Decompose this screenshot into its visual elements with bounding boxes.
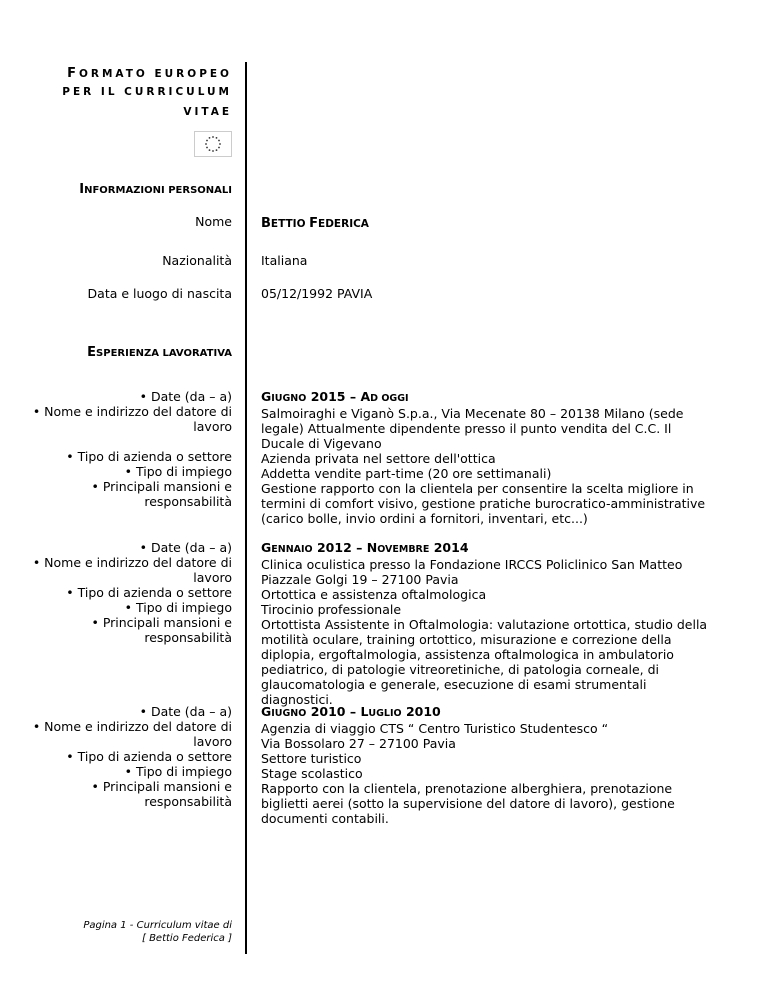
label-birth: Data e luogo di nascita — [87, 286, 232, 301]
job3-employer: Agenzia di viaggio CTS “ Centro Turistico Studentesco “ — [261, 721, 609, 736]
section-personal-info: INFORMAZIONI PERSONALI — [79, 182, 232, 197]
cv-title-line-2: PER IL CURRICULUM — [62, 86, 232, 98]
value-nationality: Italiana — [261, 253, 308, 268]
job2-period: GENNAIO 2012 – NOVEMBRE 2014 — [261, 540, 469, 555]
label-duties: • Principali mansioni e responsabilità — [91, 479, 232, 509]
job2-employer: Clinica oculistica presso la Fondazione IRCCS Policlinico San Matteo — [261, 557, 683, 572]
job1-employer: Salmoiraghi e Viganò S.p.a., Via Mecenate 80 – 20138 Milano (sede legale) Attualmente dipendente presso il punto vendita del C.C. Il Ducale di Vigevano — [261, 406, 684, 451]
label-duties: • Principali mansioni e responsabilità — [91, 779, 232, 809]
job3-labels — [32, 704, 232, 809]
job3-duties: Rapporto con la clientela, prenotazione alberghiera, prenotazione biglietti aerei (sotto la supervisione del datore di lavoro), gestione documenti contabili. — [261, 781, 675, 826]
job2-address: Piazzale Golgi 19 – 27100 Pavia — [261, 572, 459, 587]
value-name: BETTIO FEDERICA — [261, 216, 369, 231]
job1-labels — [32, 389, 232, 509]
label-job: • Tipo di impiego — [124, 600, 232, 615]
label-nationality: Nazionalità — [162, 253, 232, 268]
job2-sector: Ortottica e assistenza oftalmologica — [261, 587, 487, 602]
label-duties: • Principali mansioni e responsabilità — [91, 615, 232, 645]
job2-job: Tirocinio professionale — [261, 602, 402, 617]
label-date: • Date (da – a) — [139, 540, 232, 555]
page-footer: Pagina 1 - Curriculum vitae di [ Bettio Federica ] — [83, 920, 232, 944]
label-sector: • Tipo di azienda o settore — [66, 585, 232, 600]
job3-sector: Settore turistico — [261, 751, 362, 766]
job1-values — [261, 389, 714, 526]
job3-address: Via Bossolaro 27 – 27100 Pavia — [261, 736, 456, 751]
job1-job: Addetta vendite part-time (20 ore settimanali) — [261, 466, 552, 481]
job1-period: GIUGNO 2015 – AD OGGI — [261, 389, 409, 404]
job1-sector: Azienda privata nel settore dell'ottica — [261, 451, 496, 466]
label-employer: • Nome e indirizzo del datore di lavoro — [32, 555, 232, 585]
cv-title-line-1: FORMATO EUROPEO — [67, 66, 232, 81]
job3-period: GIUGNO 2010 – LUGLIO 2010 — [261, 704, 441, 719]
job3-values — [261, 704, 714, 826]
label-job: • Tipo di impiego — [124, 764, 232, 779]
cv-title-line-3: VITAE — [183, 106, 232, 118]
label-name: Nome — [195, 214, 232, 229]
job2-duties: Ortottista Assistente in Oftalmologia: valutazione ortottica, studio della motilità oculare, training ortottico, misurazione e correzione della diplopia, ergoftalmologia, assistenza oftalmologica in ambulatorio pediatrico, di patologie vitreoretiniche, di patologia corneale, di glaucomatologia e generale, esecuzione di esami strumentali diagnostici. — [261, 617, 708, 707]
page-number: 1 — [120, 920, 127, 931]
label-job: • Tipo di impiego — [124, 464, 232, 479]
value-birth: 05/12/1992 PAVIA — [261, 286, 373, 301]
job3-job: Stage scolastico — [261, 766, 363, 781]
label-sector: • Tipo di azienda o settore — [66, 449, 232, 464]
vertical-divider — [245, 62, 247, 954]
section-work-experience: ESPERIENZA LAVORATIVA — [87, 345, 232, 360]
job2-labels — [32, 540, 232, 645]
eu-flag-icon — [194, 131, 232, 157]
job1-duties: Gestione rapporto con la clientela per consentire la scelta migliore in termini di comfort visivo, gestione pratiche burocratico-amministrative (carico bolle, invio ordini a fornitori, inventari, etc...) — [261, 481, 706, 526]
label-sector: • Tipo di azienda o settore — [66, 749, 232, 764]
label-date: • Date (da – a) — [139, 389, 232, 404]
job2-values — [261, 540, 714, 707]
label-date: • Date (da – a) — [139, 704, 232, 719]
label-employer: • Nome e indirizzo del datore di lavoro — [32, 404, 232, 434]
label-employer: • Nome e indirizzo del datore di lavoro — [32, 719, 232, 749]
